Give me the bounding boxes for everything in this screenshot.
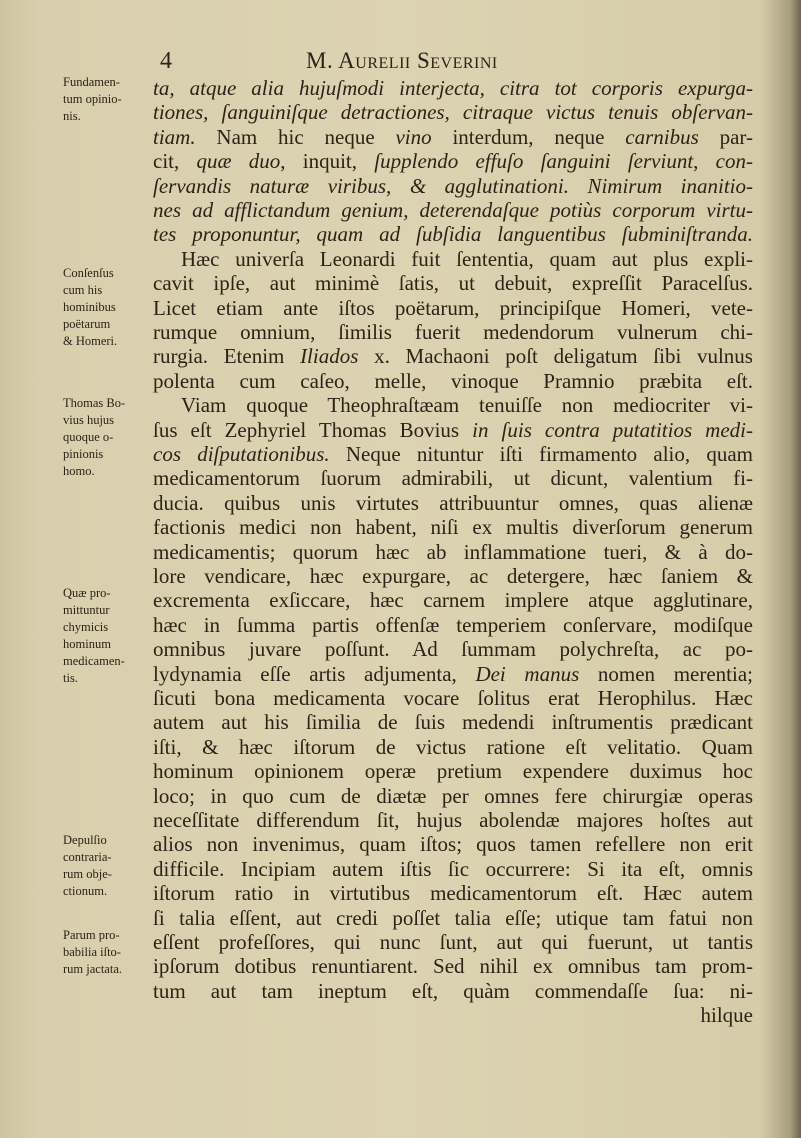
- text-line: [181, 393, 753, 417]
- text-segment: hæc in ſumma partis offenſæ temperiem conſervare, modiſque: [153, 612, 753, 637]
- text-segment: Hæc univerſa Leonardi fuit ſententia, quam aut plus expli-: [181, 246, 753, 271]
- text-line: [153, 832, 753, 856]
- text-segment: , inquit,: [280, 149, 375, 174]
- margin-note: [63, 832, 151, 900]
- text-segment: rumque omnium, ſimilis fuerit medendorum vulnerum chi-: [153, 320, 753, 344]
- text-segment: nomen merentia;: [579, 661, 753, 686]
- text-line: [153, 296, 753, 320]
- text-segment: hominum opinionem operæ pretium expendere duximus hoc: [153, 759, 753, 784]
- italic-text: tiam.: [153, 124, 196, 149]
- text-segment: ſicuti bona medicamenta vocare ſolitus erat Herophilus. Hæc: [153, 686, 753, 710]
- text-segment: iſtorum ratio in virtutibus medicamentorum eſt. Hæc autem: [153, 881, 753, 906]
- text-line: [153, 759, 753, 783]
- margin-note-line: tum opinio-: [63, 92, 122, 106]
- margin-note-line: cum his: [63, 283, 103, 297]
- text-segment: hilque: [700, 1003, 753, 1028]
- margin-note-line: contraria-: [63, 850, 112, 864]
- margin-note-line: rum obje-: [63, 867, 112, 881]
- text-line: [153, 442, 753, 466]
- text-line: [153, 418, 753, 442]
- text-segment: tum aut tam ineptum eſt, quàm commendaſſe ſua: ni-: [153, 978, 753, 1003]
- text-line: [153, 222, 753, 246]
- text-line: [153, 857, 753, 881]
- italic-text: tiones, ſanguiniſque detractiones, citraque victus tenuis obſervan-: [153, 100, 753, 125]
- text-line: [153, 271, 753, 295]
- text-line: [153, 76, 753, 100]
- text-segment: ducia. quibus unis virtutes attribuuntur omnes, quas alienæ: [153, 490, 753, 515]
- italic-text: tes proponuntur, quam ad ſubſidia languentibus ſubminiſtranda.: [153, 222, 753, 247]
- text-segment: Licet etiam ante iſtos poëtarum, principiſque Homeri, vete-: [153, 295, 753, 320]
- text-line: [153, 100, 753, 124]
- text-segment: lydynamia eſſe artis adjumenta,: [153, 661, 476, 686]
- italic-text: carnibus: [625, 124, 699, 149]
- text-line: [153, 1003, 753, 1027]
- margin-note-line: hominibus: [63, 300, 116, 314]
- text-line: [153, 662, 753, 686]
- italic-text: ta, atque alia hujuſmodi interjecta, citra tot corporis expurga-: [153, 76, 753, 100]
- text-line: [153, 588, 753, 612]
- text-line: [153, 954, 753, 978]
- margin-note-line: babilia iſto-: [63, 945, 121, 959]
- text-segment: par-: [698, 124, 753, 149]
- margin-note-line: homo.: [63, 464, 95, 478]
- margin-note: [63, 585, 151, 687]
- italic-text: in ſuis contra putatitios medi-: [472, 417, 753, 442]
- margin-note-line: Parum pro-: [63, 928, 120, 942]
- italic-text: ſupplendo effuſo ſanguini ſerviunt: [374, 149, 694, 174]
- margin-note-line: chymicis: [63, 620, 109, 634]
- text-segment: rurgia. Etenim: [153, 344, 301, 369]
- text-segment: interdum, neque: [431, 124, 626, 149]
- text-segment: eſſent profeſſores, qui nunc ſunt, aut qui fuerunt, ut tantis: [153, 930, 753, 954]
- margin-note-line: vius hujus: [63, 413, 115, 427]
- italic-text: vino: [395, 124, 432, 149]
- text-segment: ipſorum dotibus renuntiarent. Sed nihil ex omnibus tam prom-: [153, 954, 753, 979]
- text-segment: excrementa exſiccare, hæc carnem implere atque agglutinare,: [153, 588, 753, 613]
- italic-text: Dei manus: [475, 661, 580, 686]
- text-segment: Viam quoque Theophraſtæam tenuiſſe non mediocriter vi-: [181, 393, 753, 418]
- margin-note: [63, 74, 151, 125]
- margin-note-line: & Homeri.: [63, 334, 118, 348]
- margin-note-line: Fundamen-: [63, 75, 120, 89]
- margin-note-line: mittuntur: [63, 603, 110, 617]
- text-segment: iſti, & hæc iſtorum de victus ratione eſt velitatio. Quam: [153, 734, 753, 759]
- text-line: [153, 491, 753, 515]
- text-line: [153, 906, 753, 930]
- text-line: [153, 881, 753, 905]
- text-segment: omnibus juvare poſſunt. Ad ſummam polychreſta, ac po-: [153, 637, 753, 662]
- text-line: [153, 515, 753, 539]
- margin-note: [63, 265, 151, 350]
- text-segment: medicamentorum ſuorum admirabili, ut dicunt, valentium fi-: [153, 466, 753, 491]
- text-segment: autem aut his ſimilia de ſuis medendi inſtrumentis prædicant: [153, 710, 753, 735]
- text-line: [153, 466, 753, 490]
- text-segment: cavit ipſe, aut minimè ſatis, ut debuit, expreſſit Paracelſus.: [153, 271, 753, 296]
- margin-note-line: Conſenſus: [63, 266, 114, 280]
- margin-note-line: rum jactata.: [63, 962, 122, 976]
- text-line: [153, 930, 753, 954]
- text-line: [153, 564, 753, 588]
- margin-note-line: tis.: [63, 671, 78, 685]
- text-segment: ſi talia eſſent, aut credi poſſet talia eſſe; utique tam fatui non: [153, 905, 753, 930]
- italic-text: quæ duo: [196, 149, 281, 174]
- text-segment: ,: [693, 149, 716, 174]
- text-segment: Neque nituntur iſti firmamento alio, quam: [329, 442, 753, 466]
- margin-note: [63, 395, 151, 480]
- page-number: 4: [160, 48, 172, 74]
- text-segment: neceſſitate differendum ſit, hujus abolendæ majores hoſtes aut: [153, 808, 753, 832]
- running-title: M. Aurelii Severini: [306, 48, 498, 73]
- margin-note-line: nis.: [63, 109, 81, 123]
- text-segment: polenta cum caſeo, melle, vinoque Pramnio præbita eſt.: [153, 368, 753, 393]
- text-segment: loco; in quo cum de diætæ per omnes fere chirurgiæ operas: [153, 783, 753, 808]
- text-line: [153, 125, 753, 149]
- margin-note-line: medicamen-: [63, 654, 125, 668]
- text-line: [153, 540, 753, 564]
- margin-note-line: quoque o-: [63, 430, 114, 444]
- text-line: [153, 979, 753, 1003]
- text-segment: Nam hic neque: [195, 124, 396, 149]
- text-line: [153, 320, 753, 344]
- text-line: [153, 784, 753, 808]
- margin-note-line: Quæ pro-: [63, 586, 111, 600]
- margin-note-line: Thomas Bo-: [63, 396, 126, 410]
- text-line: [153, 369, 753, 393]
- text-segment: medicamentis; quorum hæc ab inflammatione tueri, & à do-: [153, 539, 753, 564]
- margin-note-line: ctionum.: [63, 884, 108, 898]
- margin-note: [63, 927, 151, 978]
- text-segment: ſus eſt Zephyriel Thomas Bovius: [153, 417, 473, 442]
- text-line: [181, 247, 753, 271]
- italic-text: nes ad afflictandum genium, deterendaſque potiùs corporum virtu-: [153, 198, 753, 222]
- text-line: [153, 149, 753, 173]
- text-segment: difficile. Incipiam autem iſtis ſic occurrere: Si ita eſt, omnis: [153, 856, 753, 881]
- text-line: [153, 808, 753, 832]
- text-segment: lore vendicare, hæc expurgare, ac detergere, hæc ſaniem &: [153, 564, 753, 588]
- italic-text: Iliados: [300, 344, 359, 369]
- page-header: [153, 48, 753, 78]
- italic-text: cos diſputationibus.: [153, 442, 330, 466]
- text-line: [153, 613, 753, 637]
- margin-note-line: hominum: [63, 637, 111, 651]
- margin-note-line: Depulſio: [63, 833, 107, 847]
- italic-text: ſervandis naturæ viribus, & agglutinationi. Nimirum inanitio-: [153, 173, 753, 198]
- margin-note-line: pinionis: [63, 447, 104, 461]
- text-line: [153, 198, 753, 222]
- text-segment: cit,: [153, 149, 197, 174]
- text-line: [153, 686, 753, 710]
- italic-text: con-: [715, 149, 753, 174]
- text-segment: x. Machaoni poſt deligatum ſibi vulnus: [358, 344, 753, 369]
- text-segment: factionis medici non habent, niſi ex multis diverſorum generum: [153, 515, 753, 540]
- text-line: [153, 735, 753, 759]
- text-line: [153, 710, 753, 734]
- text-segment: alios non invenimus, quam iſtos; quos tamen refellere non erit: [153, 832, 753, 857]
- text-line: [153, 344, 753, 368]
- text-line: [153, 174, 753, 198]
- text-line: [153, 637, 753, 661]
- margin-note-line: poëtarum: [63, 317, 111, 331]
